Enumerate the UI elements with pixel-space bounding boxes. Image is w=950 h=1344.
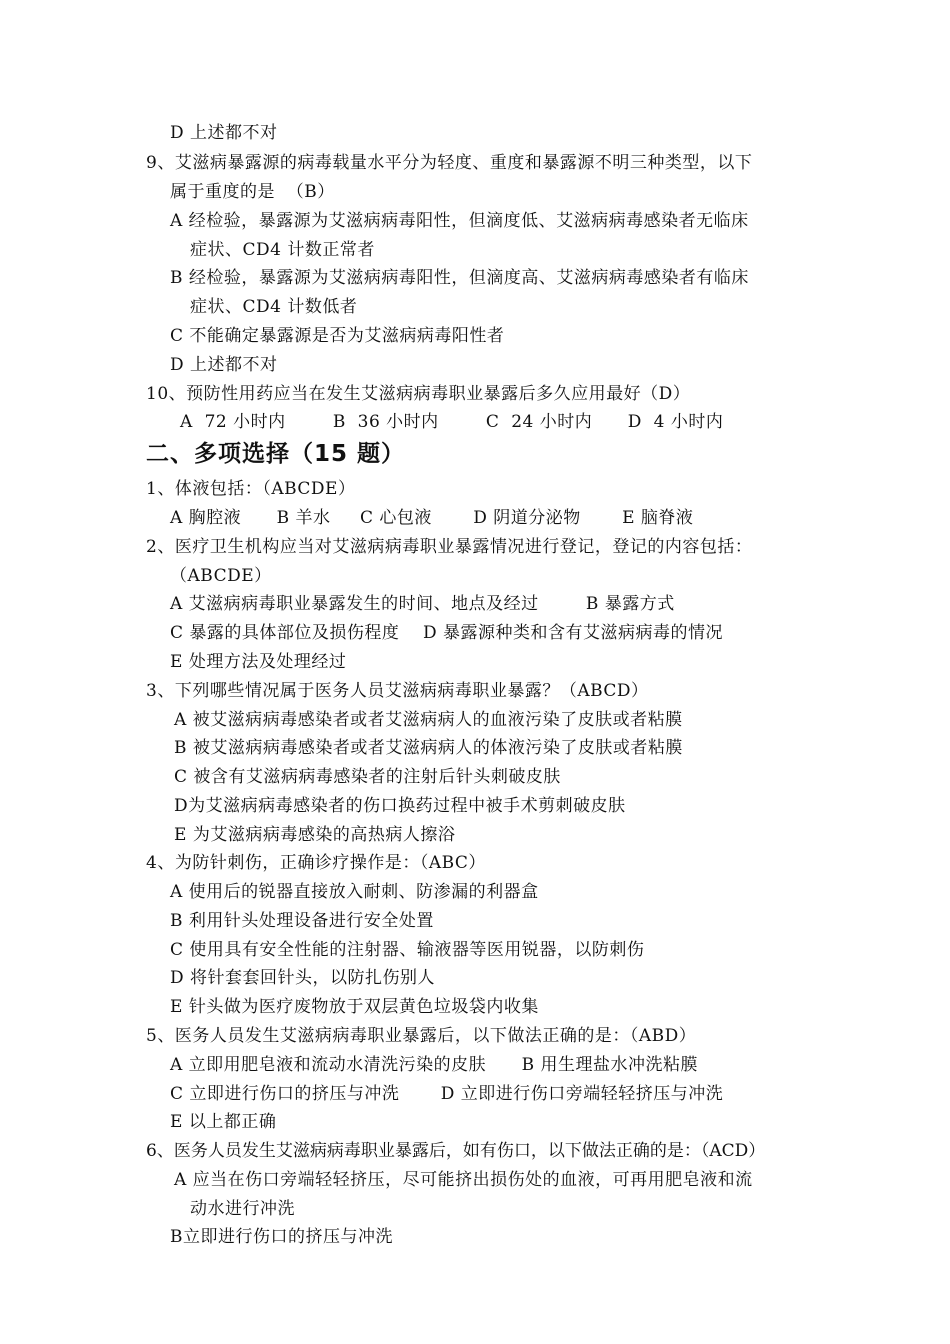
- m5-option-e: E 以上都正确: [170, 1112, 277, 1132]
- q10-question: 10、预防性用药应当在发生艾滋病病毒职业暴露后多久应用最好（D）: [146, 384, 691, 404]
- m5-options-ab: A 立即用肥皂液和流动水清洗污染的皮肤 B 用生理盐水冲洗粘膜: [170, 1055, 698, 1075]
- m5-question: 5、医务人员发生艾滋病病毒职业暴露后，以下做法正确的是：（ABD）: [146, 1026, 697, 1046]
- m4-question: 4、为防针刺伤，正确诊疗操作是：（ABC）: [146, 853, 486, 873]
- q9-option-a-cont: 症状、CD4 计数正常者: [190, 240, 375, 260]
- q9-option-b: B 经检验，暴露源为艾滋病病毒阳性，但滴度高、艾滋病病毒感染者有临床: [170, 268, 749, 288]
- m3-option-c: C 被含有艾滋病病毒感染者的注射后针头刺破皮肤: [174, 767, 561, 787]
- m6-option-a-cont: 动水进行冲洗: [190, 1199, 295, 1219]
- m5-options-cd: C 立即进行伤口的挤压与冲洗 D 立即进行伤口旁端轻轻挤压与冲洗: [170, 1084, 724, 1104]
- m3-option-d: D为艾滋病病毒感染者的伤口换药过程中被手术剪刺破皮肤: [174, 796, 626, 816]
- q9-question: 9、艾滋病暴露源的病毒载量水平分为轻度、重度和暴露源不明三种类型，以下: [146, 153, 753, 173]
- m6-option-a: A 应当在伤口旁端轻轻挤压，尽可能挤出损伤处的血液，可再用肥皂液和流: [174, 1170, 753, 1190]
- q10-options: A 72 小时内 B 36 小时内 C 24 小时内 D 4 小时内: [180, 412, 724, 432]
- m2-options-cd: C 暴露的具体部位及损伤程度 D 暴露源种类和含有艾滋病病毒的情况: [170, 623, 724, 643]
- m6-question: 6、医务人员发生艾滋病病毒职业暴露后，如有伤口，以下做法正确的是：（ACD）: [146, 1141, 766, 1161]
- m2-question: 2、医疗卫生机构应当对艾滋病病毒职业暴露情况进行登记，登记的内容包括：: [146, 537, 753, 557]
- m4-option-d: D 将针套套回针头，以防扎伤别人: [170, 968, 436, 988]
- m3-option-b: B 被艾滋病病毒感染者或者艾滋病病人的体液污染了皮肤或者粘膜: [174, 738, 683, 758]
- section-heading: 二、多项选择（15 题）: [146, 441, 406, 467]
- m2-answer: （ABCDE）: [170, 566, 272, 586]
- m4-option-a: A 使用后的锐器直接放入耐刺、防渗漏的利器盒: [170, 882, 539, 902]
- m2-options-ab: A 艾滋病病毒职业暴露发生的时间、地点及经过 B 暴露方式: [170, 594, 675, 614]
- q9-question-cont: 属于重度的是 （B）: [170, 182, 335, 202]
- m3-question: 3、下列哪些情况属于医务人员艾滋病病毒职业暴露？（ABCD）: [146, 681, 649, 701]
- m1-options: A 胸腔液 B 羊水 C 心包液 D 阴道分泌物 E 脑脊液: [170, 508, 694, 528]
- m3-option-a: A 被艾滋病病毒感染者或者艾滋病病人的血液污染了皮肤或者粘膜: [174, 710, 683, 730]
- q9-option-d: D 上述都不对: [170, 355, 278, 375]
- m4-option-c: C 使用具有安全性能的注射器、输液器等医用锐器，以防刺伤: [170, 940, 645, 960]
- q9-option-a: A 经检验，暴露源为艾滋病病毒阳性，但滴度低、艾滋病病毒感染者无临床: [170, 211, 749, 231]
- m1-question: 1、体液包括：（ABCDE）: [146, 479, 356, 499]
- m3-option-e: E 为艾滋病病毒感染的高热病人擦浴: [174, 825, 456, 845]
- m2-option-e: E 处理方法及处理经过: [170, 652, 347, 672]
- q9-option-b-cont: 症状、CD4 计数低者: [190, 297, 358, 317]
- m4-option-e: E 针头做为医疗废物放于双层黄色垃圾袋内收集: [170, 997, 539, 1017]
- q8-option-d: D 上述都不对: [170, 123, 278, 143]
- m6-option-b: B立即进行伤口的挤压与冲洗: [170, 1227, 393, 1247]
- q9-option-c: C 不能确定暴露源是否为艾滋病病毒阳性者: [170, 326, 505, 346]
- m4-option-b: B 利用针头处理设备进行安全处置: [170, 911, 434, 931]
